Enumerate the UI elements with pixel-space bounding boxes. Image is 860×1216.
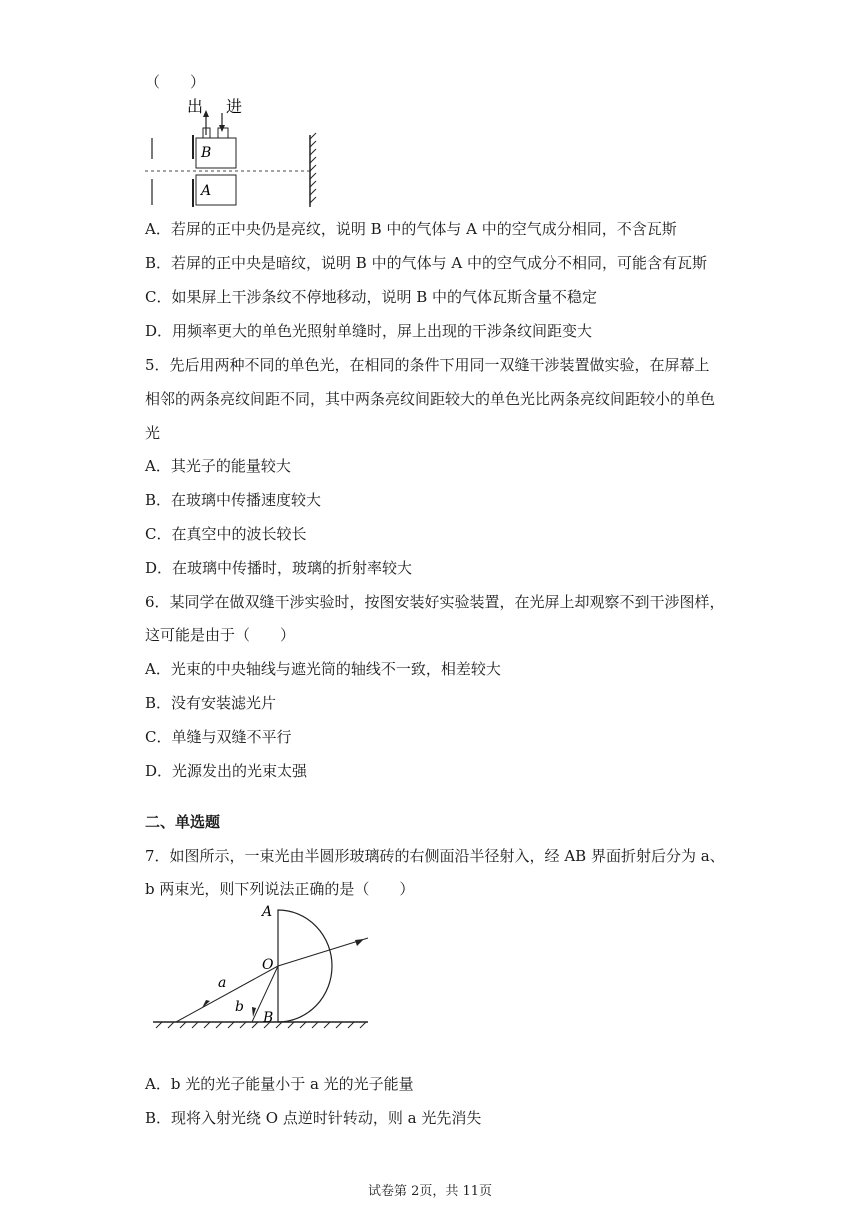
q4-option-b: B．若屏的正中央是暗纹，说明 B 中的气体与 A 中的空气成分不相同，可能含有瓦斯	[145, 254, 707, 272]
gas-chamber-diagram	[140, 95, 330, 215]
label-in: 进	[226, 97, 243, 116]
q5-stem-line-3: 光	[145, 424, 161, 442]
q5-option-d: D．在玻璃中传播时，玻璃的折射率较大	[145, 559, 413, 577]
q4-option-a: A．若屏的正中央仍是亮纹，说明 B 中的气体与 A 中的空气成分相同，不含瓦斯	[145, 220, 677, 238]
section-heading: 二、单选题	[145, 813, 221, 831]
q7-stem-line-2: b 两束光，则下列说法正确的是（ ）	[145, 880, 415, 898]
incident-ray	[278, 938, 368, 966]
q6-stem-line-2: 这可能是由于（ ）	[145, 626, 296, 644]
semicircle-glass-diagram	[148, 898, 378, 1033]
label-out: 出	[187, 97, 204, 116]
q6-option-a: A．光束的中央轴线与遮光筒的轴线不一致，相差较大	[145, 660, 501, 678]
ray-a-label: a	[218, 975, 227, 991]
page-footer: 试卷第 2页，共 11页	[367, 1184, 493, 1199]
point-a-label: A	[262, 904, 273, 920]
q4-option-d: D．用频率更大的单色光照射单缝时，屏上出现的干涉条纹间距变大	[145, 322, 593, 340]
q5-option-a: A．其光子的能量较大	[145, 457, 291, 475]
q6-option-c: C．单缝与双缝不平行	[145, 728, 292, 746]
q6-option-d: D．光源发出的光束太强	[145, 762, 308, 780]
q5-option-c: C．在真空中的波长较长	[145, 525, 307, 543]
q5-stem-line-1: 5．先后用两种不同的单色光，在相同的条件下用同一双缝干涉装置做实验，在屏幕上	[145, 356, 710, 374]
q6-option-b: B．没有安装滤光片	[145, 694, 277, 712]
point-b-label: B	[263, 1010, 274, 1026]
incident-arrowhead	[355, 939, 364, 946]
chamber-a-label: A	[201, 183, 212, 199]
point-o-label: O	[262, 957, 274, 973]
q7-stem-line-1: 7．如图所示，一束光由半圆形玻璃砖的右侧面沿半径射入，经 AB 界面折射后分为 a、	[145, 847, 725, 865]
q5-stem-line-2: 相邻的两条亮纹间距不同，其中两条亮纹间距较大的单色光比两条亮纹间距较小的单色	[145, 390, 716, 408]
q7-option-a: A．b 光的光子能量小于 a 光的光子能量	[145, 1075, 414, 1093]
q6-stem-line-1: 6．某同学在做双缝干涉实验时，按图安装好实验装置，在光屏上却观察不到干涉图样，	[145, 593, 725, 611]
q4-option-c: C．如果屏上干涉条纹不停地移动，说明 B 中的气体瓦斯含量不稳定	[145, 288, 598, 306]
out-arrowhead	[203, 110, 209, 117]
chamber-b-label: B	[201, 145, 212, 161]
q5-option-b: B．在玻璃中传播速度较大	[145, 491, 322, 509]
ground-hatch	[156, 1022, 366, 1028]
q7-option-b: B．现将入射光绕 O 点逆时针转动，则 a 光先消失	[145, 1109, 482, 1127]
screen-hatch	[310, 133, 316, 203]
glass-semicircle	[278, 910, 332, 1022]
answer-bracket: （ ）	[145, 73, 206, 91]
ray-b-label: b	[235, 999, 244, 1015]
